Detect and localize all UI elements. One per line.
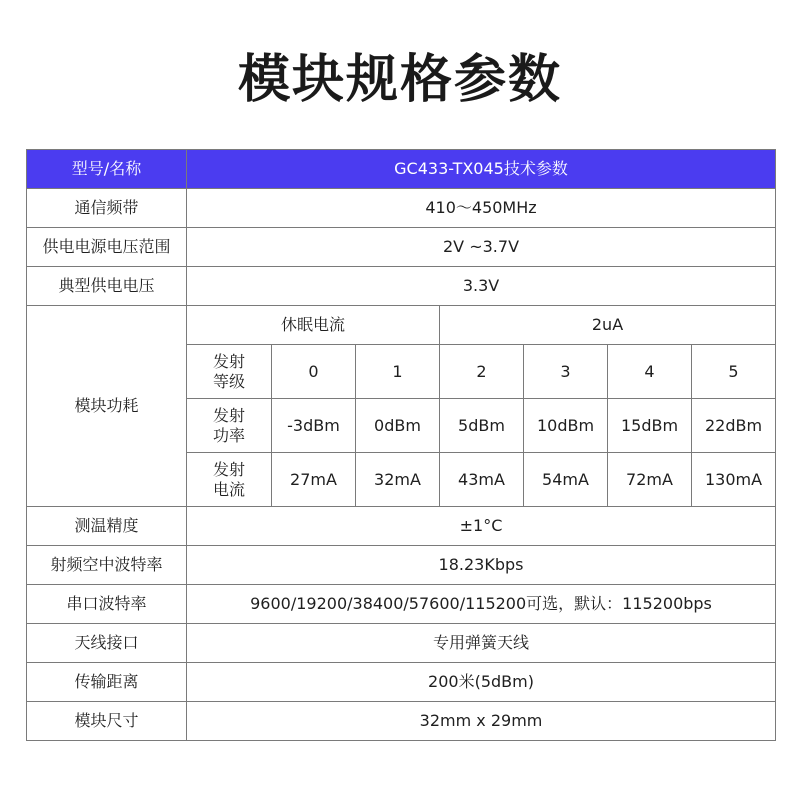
tx-level-cell: 4 <box>608 345 692 399</box>
tx-level-label-line1: 发射 <box>212 351 245 371</box>
rf-rate-value: 18.23Kbps <box>187 546 776 585</box>
tx-current-label-line1: 发射 <box>212 459 245 479</box>
tx-current-cell: 43mA <box>440 453 524 507</box>
tx-power-cell: 15dBm <box>608 399 692 453</box>
supply-range-value: 2V ~3.7V <box>187 228 776 267</box>
row-freq <box>27 189 776 228</box>
baud-label: 串口波特率 <box>27 585 187 624</box>
row-supply-range <box>27 228 776 267</box>
row-size <box>27 702 776 741</box>
tx-level-cell: 1 <box>356 345 440 399</box>
tx-level-cell: 0 <box>272 345 356 399</box>
tx-current-label-line2: 电流 <box>212 479 245 499</box>
page-title: 模块规格参数 <box>237 50 562 110</box>
header-model-name: 型号/名称 <box>27 150 187 189</box>
row-distance <box>27 663 776 702</box>
tx-current-cell: 130mA <box>692 453 776 507</box>
tx-current-cell: 27mA <box>272 453 356 507</box>
tx-current-cell: 72mA <box>608 453 692 507</box>
typical-voltage-label: 典型供电电压 <box>27 267 187 306</box>
temp-value: ±1°C <box>187 507 776 546</box>
row-baud <box>27 585 776 624</box>
tx-level-cell: 3 <box>524 345 608 399</box>
power-label: 模块功耗 <box>27 306 187 507</box>
antenna-value: 专用弹簧天线 <box>187 624 776 663</box>
tx-power-cell: 5dBm <box>440 399 524 453</box>
tx-level-label-line2: 等级 <box>212 371 245 391</box>
tx-power-cell: 0dBm <box>356 399 440 453</box>
supply-range-label: 供电电源电压范围 <box>27 228 187 267</box>
tx-level-cell: 5 <box>692 345 776 399</box>
tx-power-label-line2: 功率 <box>212 425 245 445</box>
row-antenna <box>27 624 776 663</box>
tx-power-label <box>187 399 272 453</box>
freq-label: 通信频带 <box>27 189 187 228</box>
tx-level-cell: 2 <box>440 345 524 399</box>
temp-label: 测温精度 <box>27 507 187 546</box>
antenna-label: 天线接口 <box>27 624 187 663</box>
row-temp <box>27 507 776 546</box>
tx-current-cell: 32mA <box>356 453 440 507</box>
sleep-current-value: 2uA <box>440 306 776 345</box>
freq-value: 410～450MHz <box>187 189 776 228</box>
tx-power-cell: 22dBm <box>692 399 776 453</box>
table-header-row <box>27 150 776 189</box>
tx-power-cell: 10dBm <box>524 399 608 453</box>
tx-level-label <box>187 345 272 399</box>
rf-rate-label: 射频空中波特率 <box>27 546 187 585</box>
distance-label: 传输距离 <box>27 663 187 702</box>
size-label: 模块尺寸 <box>27 702 187 741</box>
tx-current-label <box>187 453 272 507</box>
baud-value: 9600/19200/38400/57600/115200可选，默认：115200bps <box>187 585 776 624</box>
spec-table <box>26 149 776 741</box>
tx-power-label-line1: 发射 <box>212 405 245 425</box>
tx-power-cell: -3dBm <box>272 399 356 453</box>
distance-value: 200米(5dBm) <box>187 663 776 702</box>
sleep-current-label: 休眠电流 <box>187 306 440 345</box>
row-power-sleep <box>27 306 776 345</box>
size-value: 32mm x 29mm <box>187 702 776 741</box>
row-rf-rate <box>27 546 776 585</box>
typical-voltage-value: 3.3V <box>187 267 776 306</box>
tx-current-cell: 54mA <box>524 453 608 507</box>
header-spec-title: GC433-TX045技术参数 <box>187 150 776 189</box>
row-typical-voltage <box>27 267 776 306</box>
